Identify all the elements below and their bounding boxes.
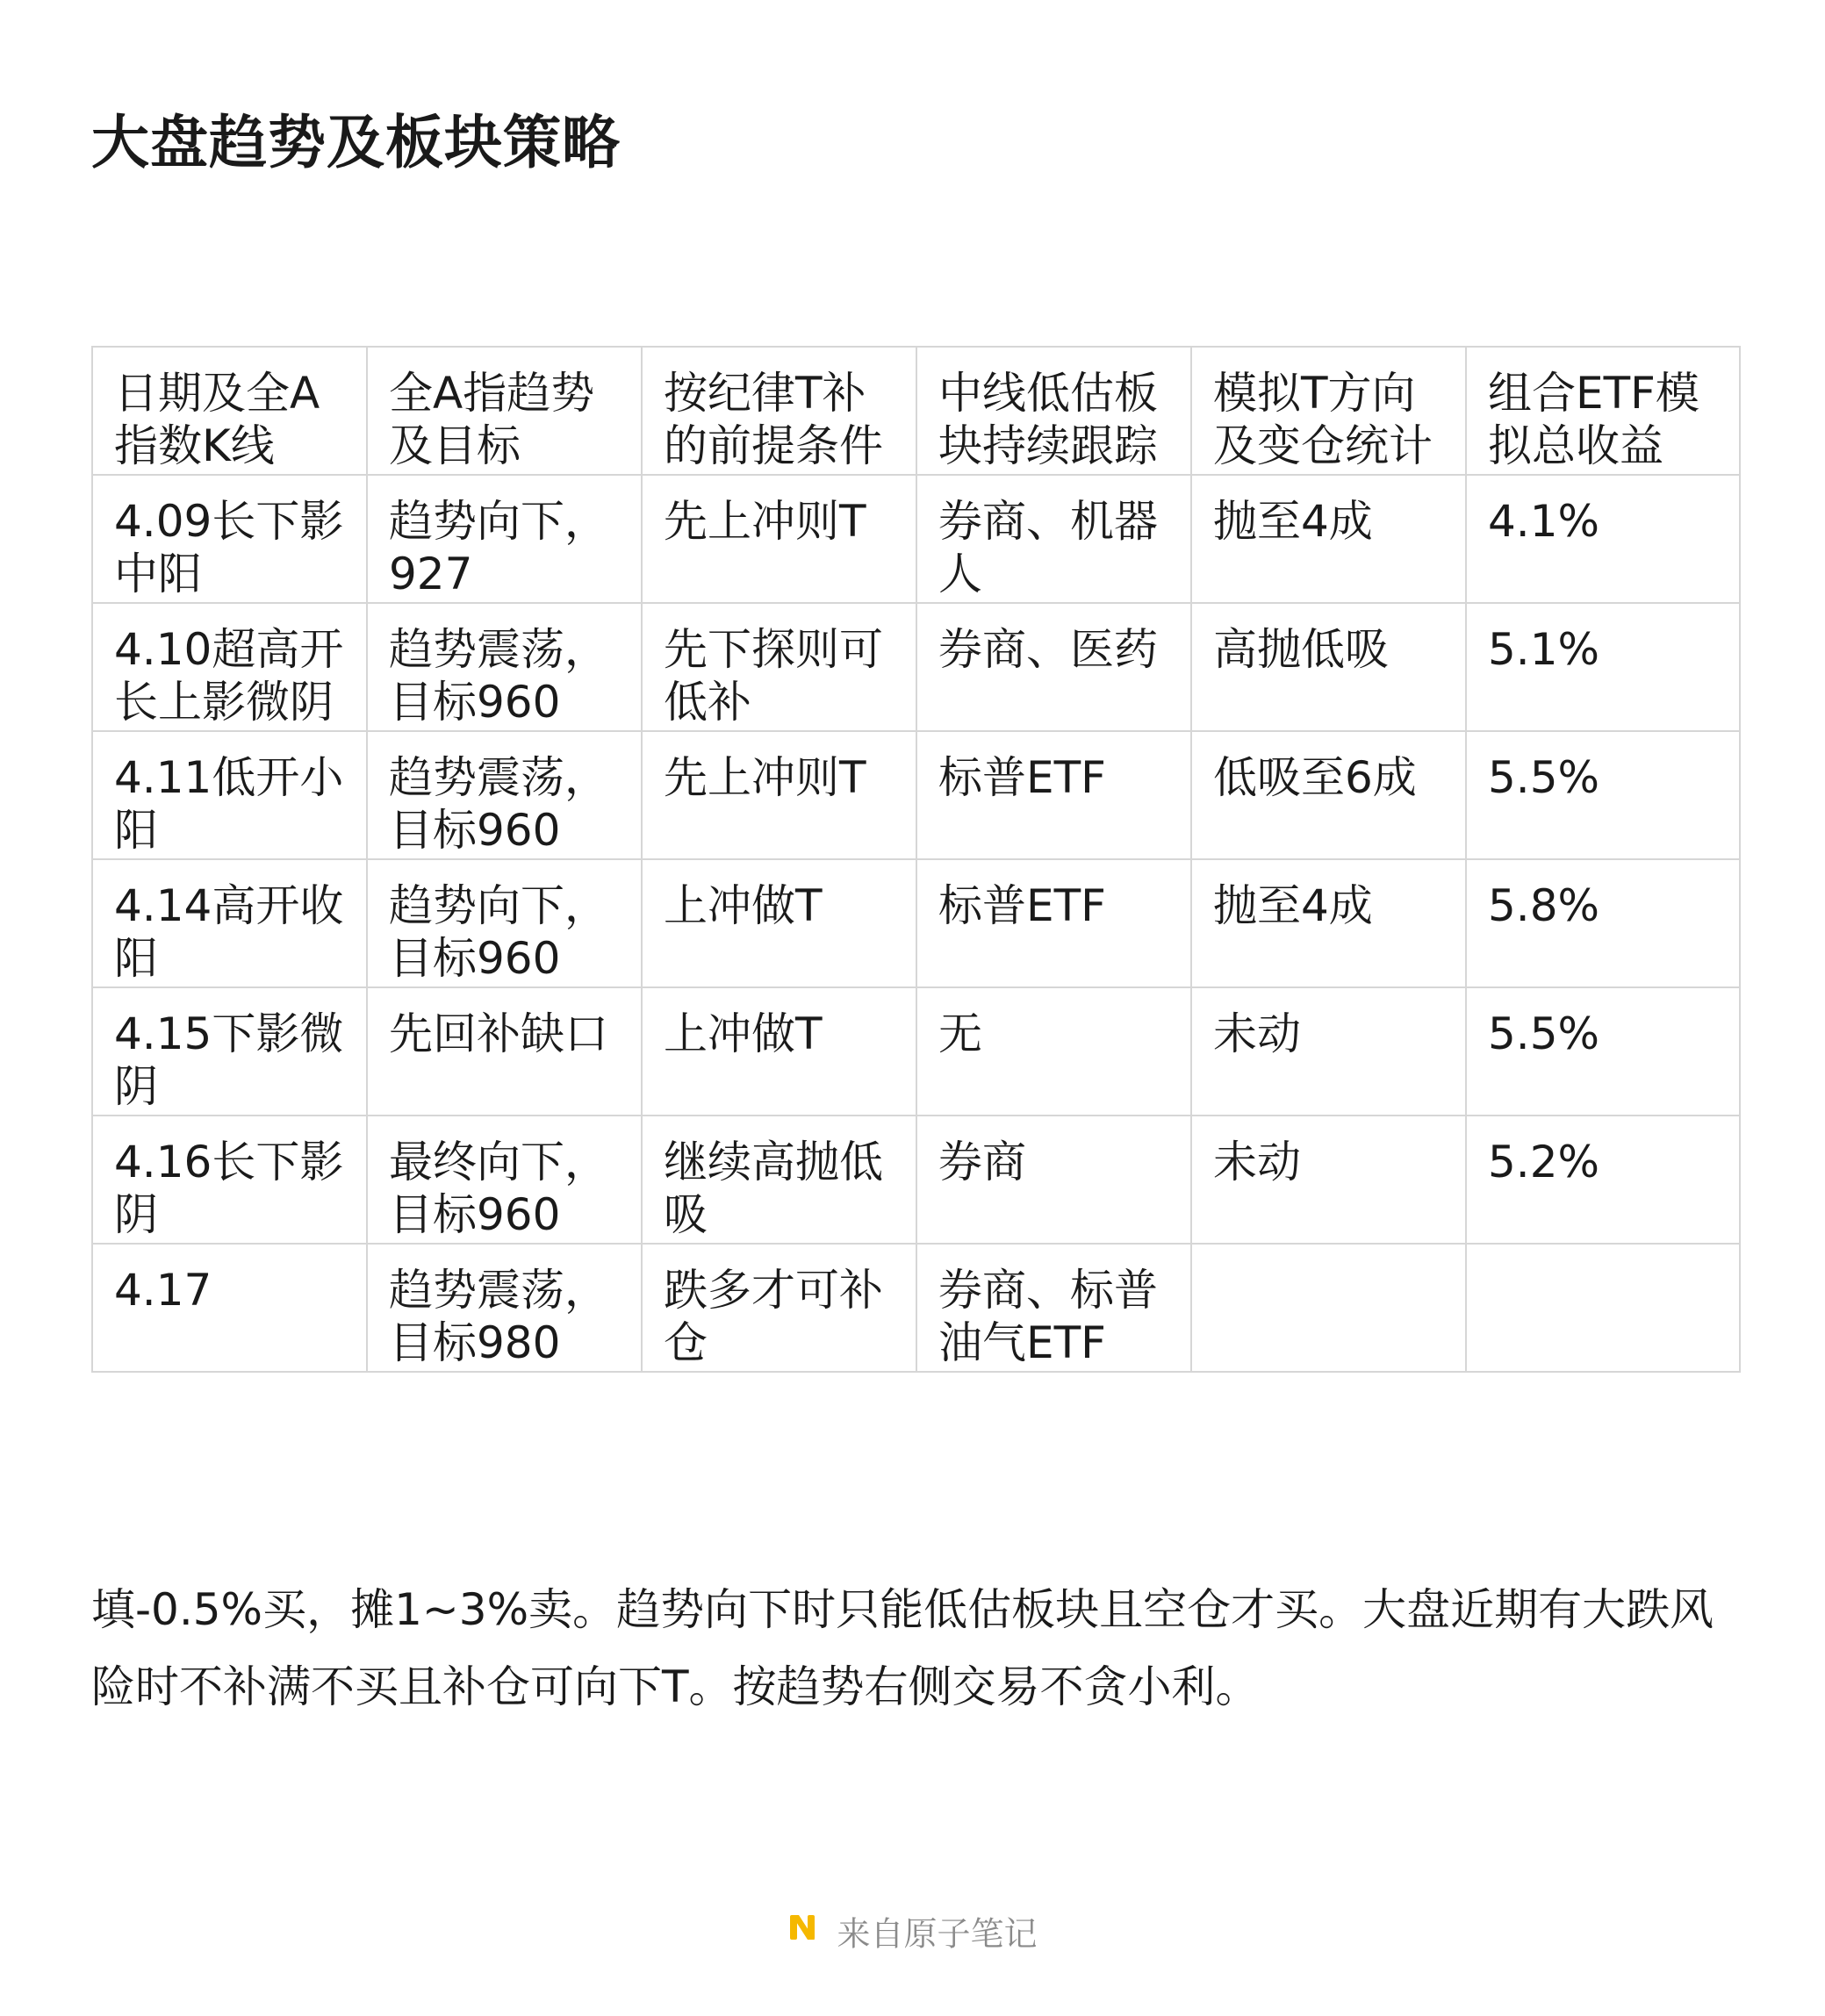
- cell-trend-target: 趋势震荡，目标960: [367, 603, 642, 731]
- cell-etf-return: 5.5%: [1466, 987, 1740, 1116]
- header-trend-target: 全A指趋势及目标: [367, 347, 642, 475]
- cell-date-kline: 4.15下影微阴: [92, 987, 367, 1116]
- cell-t-direction: 抛至4成: [1191, 475, 1466, 603]
- cell-t-condition: 先下探则可低补: [642, 603, 916, 731]
- cell-sector-tracking: 券商: [916, 1116, 1191, 1244]
- n-logo-icon: [787, 1909, 817, 1953]
- cell-t-direction: 未动: [1191, 1116, 1466, 1244]
- table-row: [92, 475, 1740, 603]
- strategy-table: [91, 346, 1741, 1373]
- header-t-direction: 模拟T方向及变仓统计: [1191, 347, 1466, 475]
- strategy-note: 填-0.5%买，摊1~3%卖。趋势向下时只能低估板块且空仓才买。大盘近期有大跌风险时不补满不买且补仓可向下T。按趋势右侧交易不贪小利。: [91, 1584, 1714, 1712]
- cell-trend-target: 趋势向下，927: [367, 475, 642, 603]
- cell-etf-return: 5.1%: [1466, 603, 1740, 731]
- header-etf-return: 组合ETF模拟总收益: [1466, 347, 1740, 475]
- table-header-row: [92, 347, 1740, 475]
- cell-etf-return: 5.8%: [1466, 859, 1740, 987]
- cell-sector-tracking: 券商、医药: [916, 603, 1191, 731]
- cell-trend-target: 趋势震荡，目标960: [367, 731, 642, 859]
- cell-etf-return: 4.1%: [1466, 475, 1740, 603]
- footer-branding: [0, 1910, 1825, 1956]
- cell-date-kline: 4.11低开小阳: [92, 731, 367, 859]
- page-title: 大盘趋势及板块策略: [91, 109, 621, 176]
- cell-date-kline: 4.10超高开长上影微阴: [92, 603, 367, 731]
- cell-date-kline: 4.09长下影中阳: [92, 475, 367, 603]
- cell-etf-return: [1466, 1244, 1740, 1372]
- table-row: [92, 1244, 1740, 1372]
- cell-t-direction: [1191, 1244, 1466, 1372]
- table-row: [92, 603, 1740, 731]
- cell-sector-tracking: 券商、机器人: [916, 475, 1191, 603]
- cell-trend-target: 趋势震荡，目标980: [367, 1244, 642, 1372]
- cell-t-condition: 先上冲则T: [642, 475, 916, 603]
- cell-etf-return: 5.5%: [1466, 731, 1740, 859]
- table-row: [92, 859, 1740, 987]
- cell-t-condition: 跌多才可补仓: [642, 1244, 916, 1372]
- cell-date-kline: 4.17: [92, 1244, 367, 1372]
- cell-trend-target: 先回补缺口: [367, 987, 642, 1116]
- table-row: [92, 731, 1740, 859]
- cell-t-condition: 继续高抛低吸: [642, 1116, 916, 1244]
- cell-sector-tracking: 无: [916, 987, 1191, 1116]
- table-row: [92, 1116, 1740, 1244]
- table-row: [92, 987, 1740, 1116]
- footer-brand-text: 来自原子笔记: [837, 1914, 1038, 1954]
- header-sector-tracking: 中线低估板块持续跟踪: [916, 347, 1191, 475]
- cell-sector-tracking: 券商、标普油气ETF: [916, 1244, 1191, 1372]
- cell-t-direction: 高抛低吸: [1191, 603, 1466, 731]
- cell-date-kline: 4.16长下影阴: [92, 1116, 367, 1244]
- cell-t-condition: 上冲做T: [642, 987, 916, 1116]
- header-date-kline: 日期及全A指数K线: [92, 347, 367, 475]
- cell-date-kline: 4.14高开收阳: [92, 859, 367, 987]
- cell-sector-tracking: 标普ETF: [916, 731, 1191, 859]
- cell-sector-tracking: 标普ETF: [916, 859, 1191, 987]
- cell-trend-target: 最终向下，目标960: [367, 1116, 642, 1244]
- cell-trend-target: 趋势向下，目标960: [367, 859, 642, 987]
- cell-t-direction: 抛至4成: [1191, 859, 1466, 987]
- cell-t-condition: 先上冲则T: [642, 731, 916, 859]
- header-t-condition: 按纪律T补的前提条件: [642, 347, 916, 475]
- cell-etf-return: 5.2%: [1466, 1116, 1740, 1244]
- cell-t-condition: 上冲做T: [642, 859, 916, 987]
- cell-t-direction: 低吸至6成: [1191, 731, 1466, 859]
- cell-t-direction: 未动: [1191, 987, 1466, 1116]
